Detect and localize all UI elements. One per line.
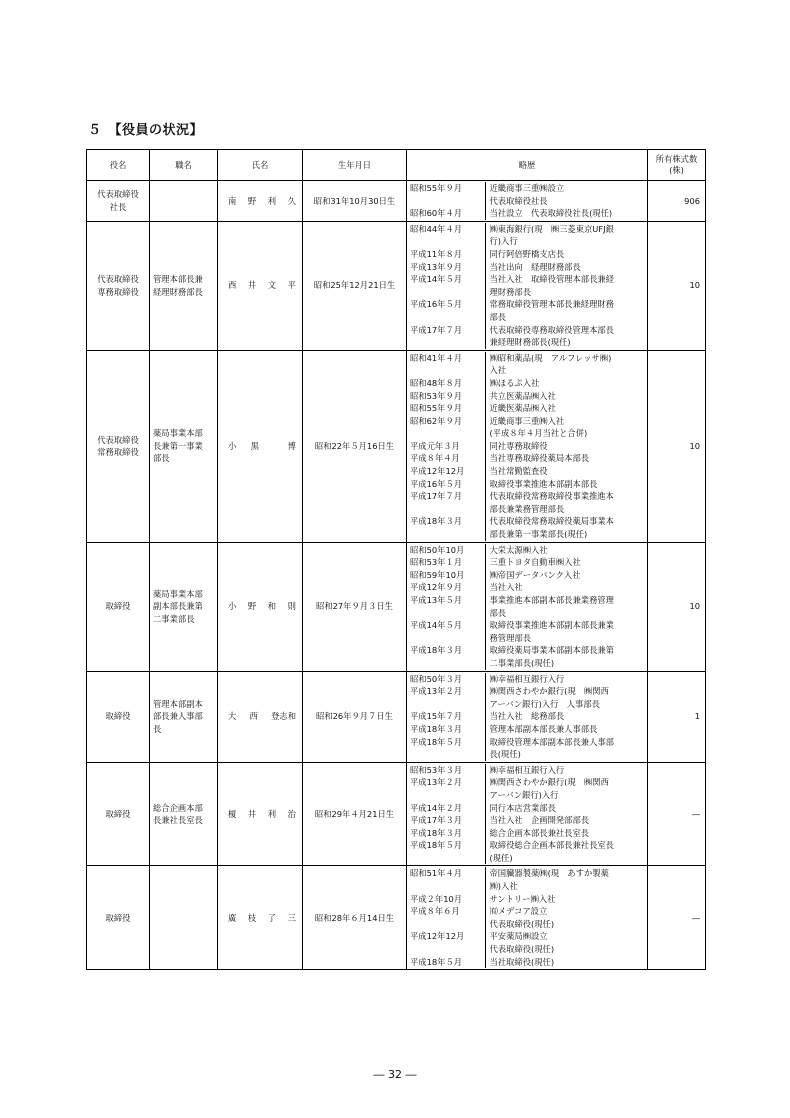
career-event-line: 当社入社 取締役管理本部長兼経 bbox=[489, 274, 614, 285]
career-event-line: 代表取締役(現任) bbox=[489, 918, 555, 929]
career-date-spacer bbox=[410, 528, 480, 541]
career-date: 平成13年９月 bbox=[410, 261, 463, 272]
career-date: 平成11年８月 bbox=[410, 248, 463, 259]
header-dob: 生年月日 bbox=[303, 150, 407, 181]
career-date: 平成13年２月 bbox=[410, 777, 463, 788]
career-event-line: 務管理部長 bbox=[489, 632, 531, 643]
career-date-spacer bbox=[410, 364, 480, 377]
career-date-spacer bbox=[410, 336, 480, 349]
career-events bbox=[482, 542, 648, 671]
header-shares bbox=[648, 150, 706, 181]
officer-name-chars bbox=[218, 440, 302, 453]
career-date: 昭和41年４月 bbox=[410, 352, 463, 363]
career-event-line: 当社入社 総務部長 bbox=[489, 711, 565, 722]
officer-name bbox=[218, 671, 303, 762]
role-line: 社長 bbox=[109, 201, 127, 212]
officer-row bbox=[87, 762, 706, 866]
career-event-line: 総合企画本部長兼社長室長 bbox=[489, 827, 590, 838]
career-date: 昭和59年10月 bbox=[410, 569, 465, 580]
career-event-line: 常務取締役管理本部長兼経理財務 bbox=[489, 299, 614, 310]
career-event-line: ㈲メデコア設立 bbox=[489, 906, 548, 917]
position-line: 管理本部副本 bbox=[153, 698, 203, 709]
career-date: 平成15年７月 bbox=[410, 711, 463, 722]
role-line: 代表取締役 bbox=[97, 189, 139, 200]
role-line: 代表取締役 bbox=[97, 274, 139, 285]
career-event-line: 取締役薬局事業本部副本部長兼第 bbox=[489, 645, 614, 656]
officer-name bbox=[218, 181, 303, 222]
career-event-line: 代表取締役専務取締役管理本部長 bbox=[489, 324, 614, 335]
career-date-spacer bbox=[410, 632, 480, 645]
role-line: 専務取締役 bbox=[97, 286, 139, 297]
career-event-line: 取締役総合企画本部長兼社長室長 bbox=[489, 840, 614, 851]
career-event-line: 帝国臓器製薬㈱(現 あすか製薬 bbox=[489, 868, 609, 879]
header-career: 略歴 bbox=[407, 150, 648, 181]
name-char: 登志和 bbox=[271, 711, 296, 722]
career-event-line: 当社設立 代表取締役社長(現任) bbox=[489, 208, 613, 219]
career-events bbox=[482, 866, 648, 970]
career-date: 昭和60年４月 bbox=[410, 208, 463, 219]
career-events-list bbox=[485, 673, 646, 761]
career-event-line: 理財務部長 bbox=[489, 286, 531, 297]
officer-shares: 906 bbox=[648, 181, 706, 222]
officer-role bbox=[87, 221, 150, 350]
header-role: 役名 bbox=[87, 150, 150, 181]
position-line: 管理本部長兼 bbox=[153, 274, 203, 285]
career-date: 平成12年12月 bbox=[410, 931, 465, 942]
career-date: 平成17年７月 bbox=[410, 324, 463, 335]
officers-body bbox=[87, 181, 706, 970]
header-position: 職名 bbox=[150, 150, 218, 181]
name-char: 井 bbox=[247, 808, 257, 819]
career-date: 平成８年６月 bbox=[410, 906, 460, 917]
officer-dob: 昭和29年４月21日生 bbox=[303, 762, 407, 866]
career-dates bbox=[407, 671, 482, 762]
career-dates bbox=[407, 762, 482, 866]
career-event-line: ㈱幸福相互銀行入行 bbox=[489, 673, 565, 684]
career-event-line: 共立医薬品㈱入社 bbox=[489, 390, 556, 401]
career-event-line: (現任) bbox=[489, 852, 513, 863]
officer-row bbox=[87, 181, 706, 222]
career-events-list bbox=[485, 223, 646, 349]
career-date-spacer bbox=[410, 880, 480, 893]
career-events bbox=[482, 762, 648, 866]
career-event-line: 当社常勤監査役 bbox=[489, 466, 548, 477]
career-event-line: アーバン銀行)入行 bbox=[489, 789, 559, 800]
career-event-line: 部長 bbox=[489, 607, 507, 618]
career-date: 平成18年３月 bbox=[410, 645, 463, 656]
officer-name bbox=[218, 350, 303, 542]
officer-dob: 昭和25年12月21日生 bbox=[303, 221, 407, 350]
officer-row bbox=[87, 866, 706, 970]
career-date-spacer bbox=[410, 789, 480, 802]
officer-dob: 昭和31年10月30日生 bbox=[303, 181, 407, 222]
position-line: 薬局事業本部 bbox=[153, 428, 203, 439]
career-event-line: 代表取締役常務取締役事業推進本 bbox=[489, 491, 614, 502]
career-event-line: ㈱昭和薬品(現 アルフレッサ㈱) bbox=[489, 352, 612, 363]
career-event-line: ㈱ほるぷ入社 bbox=[489, 377, 540, 388]
officer-dob: 昭和26年９月７日生 bbox=[303, 671, 407, 762]
career-date-spacer bbox=[410, 503, 480, 516]
career-event-line: ㈱関西さわやか銀行(現 ㈱関西 bbox=[489, 777, 609, 788]
officer-position bbox=[150, 542, 218, 671]
career-dates bbox=[407, 221, 482, 350]
name-char: 西 bbox=[249, 711, 258, 722]
officer-position bbox=[150, 221, 218, 350]
career-event-line: 兼経理財務部長(現任) bbox=[489, 337, 571, 348]
name-char: 井 bbox=[247, 280, 257, 291]
name-char: 三 bbox=[287, 912, 296, 923]
career-event-line: 代表取締役常務取締役薬局事業本 bbox=[489, 516, 614, 527]
officer-shares: ― bbox=[648, 866, 706, 970]
officer-position bbox=[150, 181, 218, 222]
officer-name bbox=[218, 542, 303, 671]
career-events-list bbox=[485, 352, 646, 541]
officer-name-chars bbox=[218, 710, 302, 723]
officer-row bbox=[87, 221, 706, 350]
career-event-line: 行)入行 bbox=[489, 236, 518, 247]
career-date: 昭和62年９月 bbox=[410, 415, 463, 426]
career-date: 平成17年７月 bbox=[410, 491, 463, 502]
career-event-line: 代表取締役社長 bbox=[489, 195, 548, 206]
career-date-spacer bbox=[410, 918, 480, 931]
career-event-line: 取締役管理本部副本部長兼人事部 bbox=[489, 736, 614, 747]
career-event-line: 同行本店営業部長 bbox=[489, 802, 556, 813]
officer-dob: 昭和28年６月14日生 bbox=[303, 866, 407, 970]
career-event-line: ㈱幸福相互銀行入行 bbox=[489, 764, 565, 775]
career-date: 平成17年３月 bbox=[410, 815, 463, 826]
officers-table bbox=[86, 149, 706, 970]
career-date-spacer bbox=[410, 311, 480, 324]
officer-role bbox=[87, 671, 150, 762]
career-events-list bbox=[485, 544, 646, 670]
career-event-line: 同行阿倍野橋支店長 bbox=[489, 248, 565, 259]
career-date: 平成14年５月 bbox=[410, 274, 463, 285]
officer-row bbox=[87, 542, 706, 671]
career-date-spacer bbox=[410, 943, 480, 956]
career-date: 平成元年３月 bbox=[410, 440, 460, 451]
position-line: 副本部長兼第 bbox=[153, 601, 203, 612]
career-event-line: 当社入社 bbox=[489, 582, 523, 593]
career-event-line: 当社出向 経理財務部長 bbox=[489, 261, 581, 272]
officer-position bbox=[150, 350, 218, 542]
role-line: 取締役 bbox=[105, 711, 131, 722]
career-date: 昭和55年９月 bbox=[410, 183, 463, 193]
position-line: 経理財務部長 bbox=[153, 286, 203, 297]
career-event-line: 当社取締役(現任) bbox=[489, 956, 555, 967]
career-event-line: 入社 bbox=[489, 365, 507, 376]
career-event-line: 部長 bbox=[489, 311, 507, 322]
name-char: 平 bbox=[287, 280, 296, 291]
role-line: 取締役 bbox=[105, 808, 131, 819]
officer-name-chars bbox=[218, 195, 302, 208]
career-date: 平成16年５月 bbox=[410, 299, 463, 310]
career-event-line: 取締役事業推進本部副本部長兼業 bbox=[489, 620, 614, 631]
career-date-spacer bbox=[410, 607, 480, 620]
career-date: 平成18年３月 bbox=[410, 827, 463, 838]
career-events bbox=[482, 671, 648, 762]
career-date: 昭和51年４月 bbox=[410, 868, 463, 879]
officer-role bbox=[87, 866, 150, 970]
career-date: 平成18年３月 bbox=[410, 516, 463, 527]
name-char: 久 bbox=[287, 195, 296, 206]
career-date-spacer bbox=[410, 427, 480, 440]
officer-name-chars bbox=[218, 912, 302, 925]
officer-role bbox=[87, 762, 150, 866]
officer-name-chars bbox=[218, 808, 302, 821]
officer-shares: 10 bbox=[648, 350, 706, 542]
career-date: 平成12年９月 bbox=[410, 582, 463, 593]
career-event-line: 当社専務取締役薬局本部長 bbox=[489, 453, 590, 464]
career-date: 平成18年５月 bbox=[410, 956, 463, 967]
career-event-line: 事業推進本部副本部長兼業務管理 bbox=[489, 595, 614, 605]
position-line: 部長 bbox=[153, 453, 170, 464]
career-event-line: 大栄太源㈱入社 bbox=[489, 544, 548, 555]
career-event-line: 同社専務取締役 bbox=[489, 440, 548, 451]
career-date: 平成16年５月 bbox=[410, 478, 463, 489]
career-event-line: ㈱関西さわやか銀行(現 ㈱関西 bbox=[489, 686, 609, 697]
career-dates bbox=[407, 181, 482, 222]
career-date-spacer bbox=[410, 195, 480, 208]
officer-shares: 10 bbox=[648, 542, 706, 671]
officer-name-chars bbox=[218, 279, 302, 292]
career-date: 平成18年５月 bbox=[410, 840, 463, 851]
career-date: 昭和50年10月 bbox=[410, 544, 465, 555]
career-date-spacer bbox=[410, 748, 480, 761]
role-line: 常務取締役 bbox=[97, 447, 139, 458]
career-event-line: 平安薬局㈱設立 bbox=[489, 931, 548, 942]
position-line: 総合企画本部 bbox=[153, 802, 203, 813]
name-char: 和 bbox=[267, 601, 277, 612]
career-event-line: 当社入社 企画開発部部長 bbox=[489, 815, 590, 826]
name-char: 治 bbox=[287, 808, 296, 819]
career-event-line: 三重トヨタ自動車㈱入社 bbox=[489, 557, 581, 568]
career-event-line: 長(現任) bbox=[489, 749, 521, 760]
career-event-line: 取締役事業推進本部副本部長 bbox=[489, 478, 598, 489]
career-events-list bbox=[485, 182, 646, 220]
career-event-line: 近畿商事三重㈱入社 bbox=[489, 415, 565, 426]
name-char: 文 bbox=[267, 280, 277, 291]
career-date: 平成12年12月 bbox=[410, 466, 465, 477]
career-date: 平成18年３月 bbox=[410, 723, 463, 734]
name-char: 利 bbox=[267, 808, 277, 819]
position-line: 薬局事業本部 bbox=[153, 588, 203, 599]
position-line: 長兼社長室長 bbox=[153, 815, 203, 826]
career-event-line: 近畿医薬品㈱入社 bbox=[489, 403, 556, 414]
name-char: 南 bbox=[228, 195, 237, 206]
name-char: 了 bbox=[267, 912, 277, 923]
name-char: 枝 bbox=[247, 912, 257, 923]
career-date: 昭和53年１月 bbox=[410, 557, 463, 568]
header-name: 氏名 bbox=[218, 150, 303, 181]
career-date: 昭和50年３月 bbox=[410, 673, 463, 684]
role-line: 取締役 bbox=[105, 601, 131, 612]
career-date: 昭和53年９月 bbox=[410, 390, 463, 401]
officer-name bbox=[218, 866, 303, 970]
name-char: 利 bbox=[267, 195, 277, 206]
officer-position bbox=[150, 671, 218, 762]
career-events-list bbox=[485, 764, 646, 865]
name-char: 黒 bbox=[250, 440, 259, 451]
position-line: 部長兼人事部 bbox=[153, 711, 203, 722]
career-date-spacer bbox=[410, 657, 480, 670]
career-date: 昭和55年９月 bbox=[410, 403, 463, 414]
career-dates bbox=[407, 350, 482, 542]
officer-dob: 昭和22年５月16日生 bbox=[303, 350, 407, 542]
officer-role bbox=[87, 350, 150, 542]
career-event-line: アーバン銀行)入行 人事部長 bbox=[489, 698, 600, 709]
career-events-list bbox=[485, 867, 646, 968]
name-char: 野 bbox=[247, 601, 257, 612]
officer-row bbox=[87, 671, 706, 762]
role-line: 取締役 bbox=[105, 912, 131, 923]
career-date: 平成13年５月 bbox=[410, 595, 463, 605]
career-event-line: 部長兼第一事業部長(現任) bbox=[489, 529, 588, 540]
officer-role bbox=[87, 181, 150, 222]
career-event-line: ㈱東海銀行(現 ㈱三菱東京UFJ銀 bbox=[489, 223, 614, 234]
officer-dob: 昭和27年９月３日生 bbox=[303, 542, 407, 671]
career-date: 平成13年２月 bbox=[410, 686, 463, 697]
name-char: 廣 bbox=[228, 912, 237, 923]
career-event-line: サントリー㈱入社 bbox=[489, 893, 556, 904]
position-line: 長 bbox=[153, 723, 162, 734]
career-dates bbox=[407, 866, 482, 970]
role-line: 代表取締役 bbox=[97, 434, 139, 445]
position-line: 長兼第一事業 bbox=[153, 440, 203, 451]
header-row bbox=[87, 150, 706, 181]
officer-shares: 10 bbox=[648, 221, 706, 350]
career-date: 昭和53年３月 bbox=[410, 764, 463, 775]
officer-name bbox=[218, 762, 303, 866]
name-char: 榎 bbox=[228, 808, 237, 819]
officer-name-chars bbox=[218, 600, 302, 613]
career-date: 平成18年５月 bbox=[410, 736, 463, 747]
page-number: ― 32 ― bbox=[373, 1068, 417, 1081]
career-event-line: ㈱)入社 bbox=[489, 881, 518, 892]
officer-shares: ― bbox=[648, 762, 706, 866]
officer-row bbox=[87, 350, 706, 542]
career-events bbox=[482, 221, 648, 350]
career-date: 平成２年10月 bbox=[410, 893, 463, 904]
career-events bbox=[482, 181, 648, 222]
career-date: 平成８年４月 bbox=[410, 453, 460, 464]
officer-position bbox=[150, 866, 218, 970]
career-event-line: ㈱帝国データバンク入社 bbox=[489, 569, 581, 580]
career-date: 平成14年２月 bbox=[410, 802, 463, 813]
career-date-spacer bbox=[410, 852, 480, 865]
career-dates bbox=[407, 542, 482, 671]
career-event-line: 部長兼業務管理部長 bbox=[489, 503, 565, 514]
officer-name bbox=[218, 221, 303, 350]
name-char: 野 bbox=[247, 195, 257, 206]
career-event-line: (平成８年４月当社と合併) bbox=[489, 428, 588, 439]
header-shares-text: 所有株式数 (株) bbox=[655, 154, 698, 175]
section-title: ５ 【役員の状況】 bbox=[88, 123, 204, 138]
career-date-spacer bbox=[410, 698, 480, 711]
name-char: 大 bbox=[228, 711, 237, 722]
name-char: 則 bbox=[287, 601, 296, 612]
officer-position bbox=[150, 762, 218, 866]
name-char: 西 bbox=[228, 280, 237, 291]
career-event-line: 二事業部長(現任) bbox=[489, 657, 555, 668]
career-date-spacer bbox=[410, 235, 480, 248]
career-date: 昭和48年８月 bbox=[410, 377, 463, 388]
position-line: 二事業部長 bbox=[153, 613, 195, 624]
career-date-spacer bbox=[410, 286, 480, 299]
career-date: 昭和44年４月 bbox=[410, 223, 463, 234]
career-event-line: 近畿商事三重㈱設立 bbox=[489, 183, 565, 193]
career-event-line: 管理本部副本部長兼人事部長 bbox=[489, 723, 598, 734]
name-char: 小 bbox=[228, 440, 237, 451]
officer-shares: 1 bbox=[648, 671, 706, 762]
career-event-line: 代表取締役(現任) bbox=[489, 944, 555, 955]
career-events bbox=[482, 350, 648, 542]
career-date: 平成14年５月 bbox=[410, 620, 463, 631]
name-char: 小 bbox=[228, 601, 237, 612]
name-char: 博 bbox=[287, 440, 296, 451]
officer-role bbox=[87, 542, 150, 671]
